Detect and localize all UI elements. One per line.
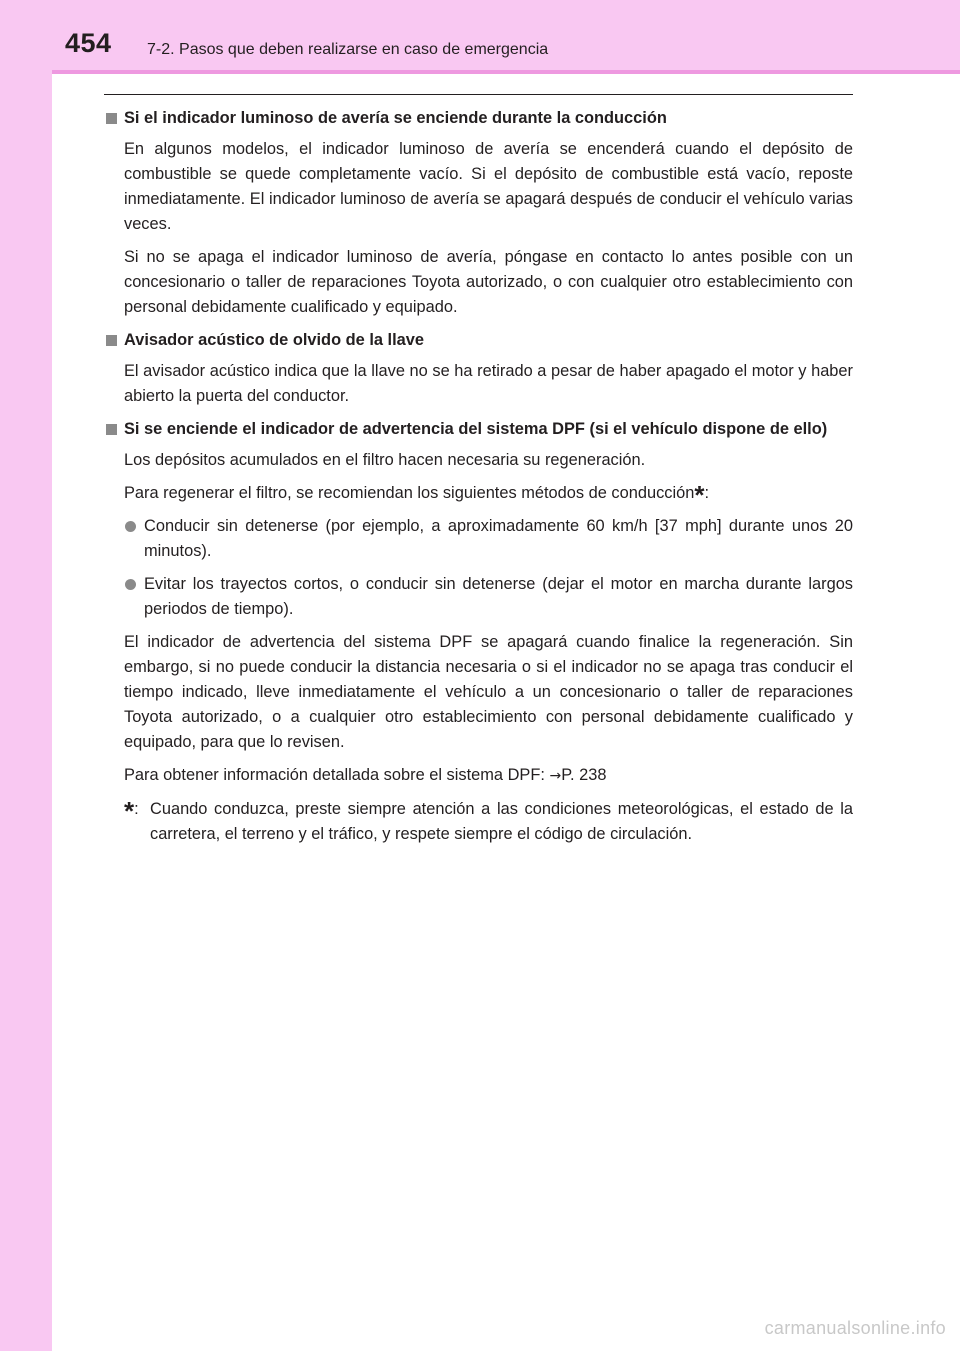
- asterisk-mark: *: [694, 480, 705, 510]
- header-band: [0, 0, 960, 70]
- page-number: 454: [65, 28, 112, 58]
- section-title: 7-2. Pasos que deben realizarse en caso de emergencia: [147, 41, 549, 58]
- paragraph: En algunos modelos, el indicador luminoso de avería se encenderá cuando el depósito de combustible se quede completamente vacío. Si el depósito de combustible está vacío, reposte inmediatamente. El indicador luminoso de avería se apagará después de conducir el vehículo varias veces.: [124, 140, 853, 233]
- round-bullet-icon: [125, 579, 136, 590]
- left-margin-band: [0, 0, 52, 1351]
- list-item: [124, 514, 853, 564]
- square-bullet-icon: [106, 113, 117, 124]
- heading-text: Si se enciende el indicador de advertencia del sistema DPF (si el vehículo dispone de ello): [124, 420, 828, 438]
- paragraph: El avisador acústico indica que la llave no se ha retirado a pesar de haber apagado el motor y haber abierto la puerta del conductor.: [124, 362, 853, 405]
- section-heading-dpf: [104, 417, 853, 442]
- heading-text: Avisador acústico de olvido de la llave: [124, 331, 424, 349]
- section-heading-key-reminder: [104, 328, 853, 353]
- paragraph: Si no se apaga el indicador luminoso de avería, póngase en contacto lo antes posible con un concesionario o taller de reparaciones Toyota autorizado, o con cualquier otro establecimiento con personal debidamente cualificado y equipado.: [124, 248, 853, 316]
- section-heading-malfunction: [104, 106, 853, 131]
- list-item-text: Evitar los trayectos cortos, o conducir sin detenerse (dejar el motor en marcha durante largos periodos de tiempo).: [144, 575, 853, 618]
- paragraph: El indicador de advertencia del sistema DPF se apagará cuando finalice la regeneración. Sin embargo, si no puede conducir la distancia necesaria o si el indicador no se apaga tras conducir el tiempo indicado, lleve inmediatamente el vehículo a un concesionario o taller de reparaciones Toyota autorizado, o a cualquier otro establecimiento con personal debidamente cualificado y equipado, para que lo revisen.: [124, 633, 853, 751]
- top-rule: [104, 94, 853, 95]
- watermark: carmanualsonline.info: [764, 1318, 946, 1338]
- footnote-mark: [124, 796, 139, 826]
- square-bullet-icon: [106, 335, 117, 346]
- round-bullet-icon: [125, 521, 136, 532]
- list-item-text: Conducir sin detenerse (por ejemplo, a aproximadamente 60 km/h [37 mph] durante unos 20 minutos).: [144, 517, 853, 560]
- square-bullet-icon: [106, 424, 117, 435]
- methods-lead-text: Para regenerar el filtro, se recomiendan los siguientes métodos de conducción: [124, 484, 695, 502]
- paragraph: Los depósitos acumulados en el filtro hacen necesaria su regeneración.: [124, 451, 646, 469]
- colon: :: [134, 800, 139, 818]
- reference-text: Para obtener información detallada sobre el sistema DPF:: [124, 766, 550, 784]
- list-item: [124, 572, 853, 622]
- colon: :: [704, 484, 710, 502]
- heading-text: Si el indicador luminoso de avería se enciende durante la conducción: [124, 109, 667, 127]
- reference-paragraph: [124, 763, 853, 789]
- arrow-icon: →: [549, 768, 562, 784]
- page-body: [104, 106, 853, 847]
- methods-lead-paragraph: [124, 480, 853, 510]
- page-reference-link[interactable]: P. 238: [561, 766, 607, 784]
- asterisk-mark: *: [124, 796, 135, 826]
- footnote-text: Cuando conduzca, preste siempre atención a las condiciones meteorológicas, el estado de la carretera, el terreno y el tráfico, y respete siempre el código de circulación.: [150, 800, 853, 843]
- header-underline: [52, 70, 960, 74]
- footnote: [124, 797, 853, 847]
